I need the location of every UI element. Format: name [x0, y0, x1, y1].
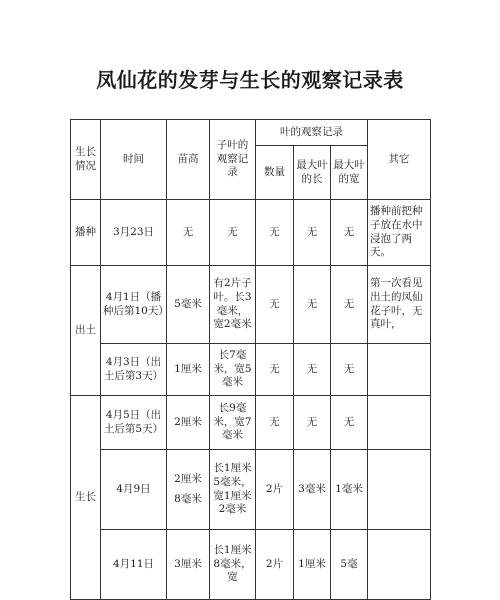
observation-table	[70, 119, 431, 600]
stage-sowing: 播种	[71, 200, 101, 266]
cell-cotyledon: 无	[210, 200, 256, 266]
cell-length: 无	[294, 344, 331, 396]
cell-cotyledon: 有2片子叶。长3毫米，宽2毫米	[210, 266, 256, 344]
table-row	[71, 396, 431, 450]
header-max-length: 最大叶的长	[294, 146, 331, 200]
cell-width: 无	[331, 344, 368, 396]
cell-cotyledon: 长1厘米5毫米，宽1厘米2毫米	[210, 450, 256, 530]
cell-other: 第一次看见出土的凤仙花子叶，无真叶，	[368, 266, 431, 344]
cell-width: 1毫米	[331, 450, 368, 530]
cell-count: 无	[256, 344, 294, 396]
cell-count: 无	[256, 200, 294, 266]
cell-length: 无	[294, 396, 331, 450]
cell-height: 无	[167, 200, 210, 266]
cell-time: 4月11日	[101, 530, 167, 600]
table-row	[71, 200, 431, 266]
cell-cotyledon: 长9毫米，宽7毫米	[210, 396, 256, 450]
header-height: 苗高	[167, 120, 210, 200]
cell-time: 4月9日	[101, 450, 167, 530]
header-stage: 生长情况	[71, 120, 101, 200]
cell-length: 无	[294, 200, 331, 266]
header-leaf-group: 叶的观察记录	[256, 120, 368, 146]
cell-cotyledon: 长7毫米，宽5毫米	[210, 344, 256, 396]
header-count: 数量	[256, 146, 294, 200]
cell-count: 2片	[256, 530, 294, 600]
cell-width: 无	[331, 266, 368, 344]
cell-height: 5毫米	[167, 266, 210, 344]
cell-count: 无	[256, 396, 294, 450]
cell-time: 4月3日（出土后第3天）	[101, 344, 167, 396]
stage-emerge: 出土	[71, 266, 101, 396]
cell-length: 无	[294, 266, 331, 344]
cell-height: 1厘米	[167, 344, 210, 396]
cell-width: 无	[331, 200, 368, 266]
cell-cotyledon: 长1厘米8毫米，宽	[210, 530, 256, 600]
cell-other	[368, 530, 431, 600]
table-row	[71, 530, 431, 600]
cell-width: 无	[331, 396, 368, 450]
cell-time: 4月5日（出土后第5天）	[101, 396, 167, 450]
cell-time: 4月1日（播种后第10天）	[101, 266, 167, 344]
table-row	[71, 450, 431, 530]
cell-length: 1厘米	[294, 530, 331, 600]
page-title: 凤仙花的发芽与生长的观察记录表	[96, 68, 404, 92]
cell-height: 3厘米	[167, 530, 210, 600]
cell-other	[368, 450, 431, 530]
header-max-width: 最大叶的宽	[331, 146, 368, 200]
cell-width: 5毫	[331, 530, 368, 600]
cell-height	[167, 450, 210, 530]
cell-other	[368, 344, 431, 396]
header-cotyledon: 子叶的观察记录	[210, 120, 256, 200]
stage-grow: 生长	[71, 396, 101, 600]
header-time: 时间	[101, 120, 167, 200]
cell-length: 3毫米	[294, 450, 331, 530]
cell-time: 3月23日	[101, 200, 167, 266]
cell-height-part: 2厘米	[174, 472, 202, 485]
cell-height: 2厘米	[167, 396, 210, 450]
table-row	[71, 344, 431, 396]
cell-count: 2片	[256, 450, 294, 530]
header-other: 其它	[368, 120, 431, 200]
table-row	[71, 266, 431, 344]
cell-count: 无	[256, 266, 294, 344]
cell-height-part: 8毫米	[174, 492, 202, 505]
cell-other: 播种前把种子放在水中浸泡了两天。	[368, 200, 431, 266]
cell-other	[368, 396, 431, 450]
